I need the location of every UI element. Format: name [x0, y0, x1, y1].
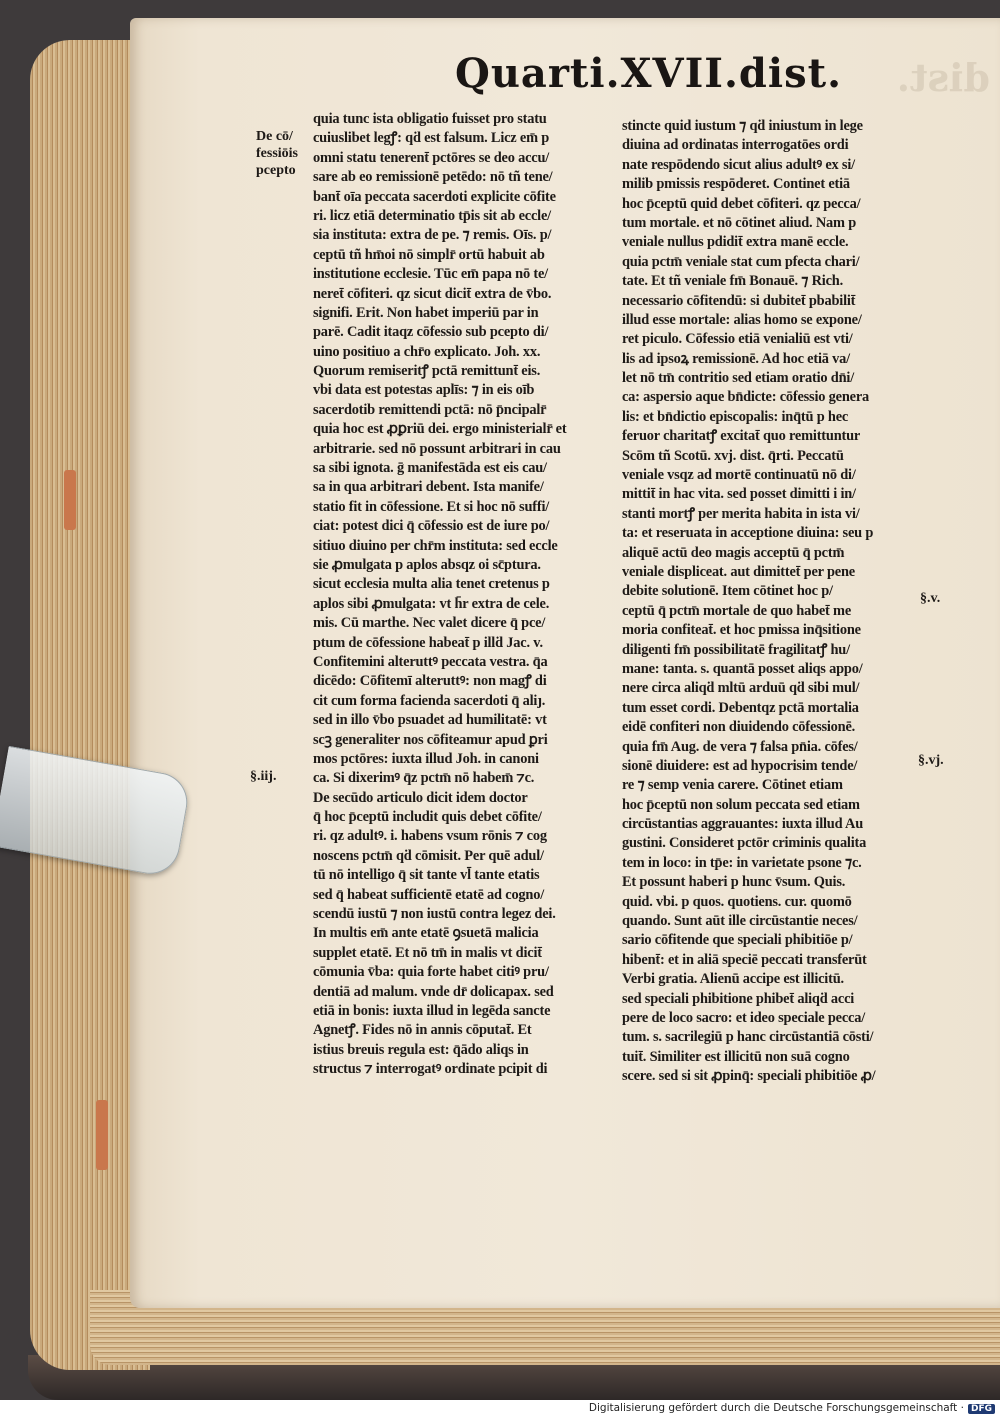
text-line: sare ab eo remissionē petēdo: nō tñ tene/	[313, 169, 553, 186]
text-line: stincte quid iustum ⁊ qḋ iniustum in lege	[622, 118, 863, 134]
text-line: q̄ hoc p̄ceptū includit quis debet cōfite/	[313, 809, 542, 826]
text-line: Quorum remiseritꝭ pctā remittunt̄ eis.	[313, 363, 541, 380]
text-line: sitiuo diuino per chr̄m instituta: sed eccle	[313, 537, 558, 554]
text-line: lis: et bn̄dictio episcopalis: inq̄tū p hec	[622, 408, 849, 425]
text-line: ri. qz adultꝰ. i. habens vsum rōnis ⁊ cog	[313, 828, 547, 845]
text-line: aliquē actū deo magis acceptū q̄ pctm̄	[622, 544, 845, 561]
running-header: Quarti.XVII.dist.	[455, 50, 843, 97]
text-line: Et possunt haberi p hunc v̄sum. Quis.	[622, 874, 846, 891]
text-line: istius breuis regula est: q̄ādo aliqs in	[313, 1041, 529, 1058]
text-line: sa in qua arbitrari debent. Ista manife/	[313, 479, 544, 496]
text-line: hoc p̄ceptū non solum peccata sed etiam	[622, 796, 860, 813]
text-line: mane: tanta. s. quantā posset aliqs appo/	[622, 660, 863, 677]
text-line: quia fm̄ Aug. de vera ⁊ falsa pn̄ia. cōfes/	[622, 738, 858, 755]
text-line: etiā in bonis: iuxta illud in legēda sancte	[313, 1002, 551, 1019]
bleed-through-text: dist.	[896, 55, 990, 100]
text-line: sicut ecclesia multa alia tenet cretenus p	[313, 576, 550, 593]
text-line: scere. sed si sit ꝓpinq̄: speciali phibitiōe ꝓ/	[622, 1068, 876, 1085]
text-column-left	[313, 110, 611, 1080]
text-line: ceptū q̄ pctm̄ mortale de quo habet̄ me	[622, 602, 852, 619]
text-line: parē. Cadit itaqz cōfessio sub pcepto di/	[313, 324, 549, 341]
text-line: dentiā ad malum. vnde dr̄ dolicapax. sed	[313, 983, 554, 1000]
text-line: mos pctōres: iuxta illud Joh. in canoni	[313, 750, 539, 767]
text-line: scꝫ generaliter nos cōfiteamur apud ꝑri	[313, 731, 548, 748]
text-line: tū nō intelligo q̄ sit tante vl̄ tante etatis	[313, 867, 540, 884]
text-line: sed speciali phibitione phibet̄ aliqḋ acci	[622, 990, 855, 1007]
text-line: signifi. Erit. Non habet imperiū par in	[313, 304, 539, 321]
text-line: hoc p̄ceptū quid debet cōfiteri. qz pecca/	[622, 195, 861, 212]
text-line: quia hoc est ꝓꝑriū dei. ergo ministerialr̄ et	[313, 421, 567, 438]
text-line: tuit̄. Similiter est illicitū non suā cogno	[622, 1048, 850, 1065]
text-line: tum. s. sacrilegiū p hanc circūstantiā cōsti/	[622, 1029, 874, 1046]
side-note-line: De cō/	[256, 129, 293, 144]
text-line: vbi data est potestas aplīs: ⁊ in eis oīb	[313, 382, 535, 399]
text-line: veniale nullus pdidit̄ extra manē eccle.	[622, 234, 849, 251]
text-line: ciat: potest dici q̄ cōfessio est de iure po/	[313, 518, 550, 535]
text-line: dicēdo: Cōfitemī alteruttꝰ: non magꝭ di	[313, 673, 547, 690]
text-line: supplet etatē. Et nō tm̄ in malis vt dicit̄	[313, 944, 542, 961]
text-line: omni statu tenerent̄ pctōres se deo accu/	[313, 149, 550, 166]
text-line: tum mortale. et nō cōtinet aliud. Nam p	[622, 214, 857, 231]
text-line: bant̄ oīa peccata sacerdoti explicite cōfite	[313, 188, 556, 205]
text-line: milib pmissis respōderet. Continet etiā	[622, 176, 850, 193]
text-line: In multis em̄ ante etatē ꝯsuetā malicia	[313, 925, 539, 942]
text-line: Agnetꝭ. Fides nō in annis cōputat̄. Et	[313, 1022, 532, 1039]
text-line: quia tunc ista obligatio fuisset pro statu	[313, 111, 547, 127]
text-line: structus ⁊ interrogatꝰ ordinate pcipit di	[313, 1061, 548, 1078]
text-line: ri. licz etiā determinatio tp̄is sit ab eccle/	[313, 207, 551, 224]
text-line: sie ꝓmulgata p aplos absqz oi sc̄ptura.	[313, 556, 541, 573]
text-line: sia instituta: extra de pe. ⁊ remis. Oīs. p/	[313, 227, 552, 244]
text-line: Verbi gratia. Alienū accipe est illicitū.	[622, 971, 844, 988]
text-line: ret piculo. Cōfessio etiā venialiū est vti/	[622, 331, 853, 348]
text-line: cit cum forma facienda sacerdoti q̄ aliȷ.	[313, 692, 546, 709]
text-line: mittit̄ in hac vita. sed posset dimitti i in/	[622, 486, 856, 503]
text-line: cōmunia v̄ba: quia forte habet citiꝰ pru/	[313, 964, 549, 981]
text-line: institutione ecclesie. Tūc em̄ papa nō te/	[313, 266, 548, 283]
text-line: ta: et reseruata in acceptione diuina: seu p	[622, 525, 874, 542]
side-note-de-confessionis	[256, 128, 310, 179]
text-line: ptum de cōfessione habeat̄ p illḋ Jac. v.	[313, 634, 543, 651]
dfg-logo: DFG	[968, 1404, 995, 1414]
text-line: sario cōfitende que speciali phibitiōe p/	[622, 932, 853, 949]
text-line: ca. Si dixerimꝰ q̄z pctm̄ nō habem̄ ⁊c.	[313, 770, 535, 787]
text-line: sacerdotib remittendi pctā: nō p̄ncipalr̄	[313, 401, 547, 418]
text-line: feruor charitatꝭ excitat̄ quo remittuntur	[622, 428, 861, 445]
text-line: scendū iustū ⁊ non iustū contra legez dei.	[313, 906, 556, 923]
text-line: tum esset cordi. Debentqz pctā mortalia	[622, 699, 859, 716]
text-line: uino positiuo a chr̄o explicato. Joh. xx.	[313, 343, 541, 360]
text-line: quid. vbi. p quos. quotiens. cur. quomō	[622, 893, 852, 910]
text-line: stanti mortꝭ per merita habita in ista vi/	[622, 505, 860, 522]
side-note-section-iii: §.iij.	[250, 769, 277, 784]
text-line: debite solutionē. Item cōtinet hoc p/	[622, 583, 833, 600]
text-line: quando. Sunt aūt ille circūstantie neces/	[622, 913, 858, 930]
text-line: moria confiteat̄. et hoc pmissa inq̄sitione	[622, 622, 861, 639]
text-line: arbitrarie. sed nō possunt arbitrari in cau	[313, 440, 561, 457]
text-column-right	[622, 117, 922, 1087]
side-note-line: pcepto	[256, 163, 296, 178]
side-note-section-vi: §.vj.	[918, 753, 944, 768]
page-tab-marker	[64, 470, 76, 530]
text-line: cuiuslibet legꝭ: qḋ est falsum. Licz em̄ p	[313, 130, 550, 147]
text-line: ceptū tñ hm̄oi nō simplr̄ ortū habuit ab	[313, 246, 545, 263]
text-line: hibent̄: et in aliā speciē peccati transferūt	[622, 951, 867, 968]
text-line: illud esse mortale: alias homo se expone/	[622, 311, 862, 328]
text-line: statio fit in cōfessione. Et si hoc nō suffi/	[313, 498, 550, 515]
text-line: Scōm tñ Scotū. xvj. dist. q̄rti. Peccatū	[622, 447, 844, 464]
text-line: eidē confiteri non diuidendo cōfessionē.	[622, 719, 856, 736]
text-line: sionē diuidere: est ad hypocrisim tende/	[622, 757, 858, 774]
text-line: sed q̄ habeat sufficientē etatē ad cogno/	[313, 886, 545, 903]
text-line: noscens pctm̄ qḋ cōmisit. Per quē adul/	[313, 847, 544, 864]
side-note-section-v: §.v.	[920, 591, 941, 606]
text-line: veniale vsqz ad mortē continuatū nō di/	[622, 467, 856, 484]
text-line: veniale displiceat. aut dimittet̄ per pene	[622, 563, 855, 580]
text-line: tate. Et tñ veniale fm̄ Bonauē. ⁊ Rich.	[622, 273, 843, 290]
text-line: diuina ad ordinatas interrogatōes ordi	[622, 137, 849, 154]
text-line: nate respōdendo sicut alius adultꝰ ex si/	[622, 156, 855, 173]
text-line: neret̄ cōfiteri. qz sicut dicit̄ extra de v̄bo.	[313, 285, 552, 302]
text-line: circūstantias aggrauantes: iuxta illud Au	[622, 816, 864, 833]
text-line: let nō tm̄ contritio sed etiam oratio dn̄i/	[622, 370, 855, 387]
text-line: sa sibi ignota. ḡ manifestāda est eis cau/	[313, 460, 547, 477]
text-line: mis. Cū marthe. Nec valet dicere q̄ pce/	[313, 615, 546, 632]
page-tab-marker	[96, 1100, 108, 1170]
text-line: pere de loco sacro: et ideo speciale pecca/	[622, 1009, 866, 1026]
text-line: quia pctm̄ veniale stat cum pfecta chari/	[622, 253, 860, 270]
text-line: Confitemini alteruttꝰ peccata vestra. q̄a	[313, 653, 548, 670]
text-line: aplos sibi ꝓmulgata: vt h̄r extra de cele.	[313, 595, 550, 612]
text-line: sed in illo v̄bo psuadet ad humilitatē: vt	[313, 712, 547, 729]
text-line: diligenti fm̄ possibilitatē fragilitatꝭ hu/	[622, 641, 850, 658]
text-line: re ⁊ semp venia carere. Cōtinet etiam	[622, 777, 843, 794]
side-note-line: fessiōis	[256, 146, 298, 161]
credit-text: Digitalisierung gefördert durch die Deutsche Forschungsgemeinschaft ·	[588, 1402, 964, 1414]
digitization-credit	[560, 1402, 995, 1418]
text-line: ca: aspersio aque bn̄dicte: cōfessio genera	[622, 389, 869, 406]
text-line: De secūdo articulo dicit idem doctor	[313, 789, 528, 806]
text-line: necessario cōfitendū: si dubitet̄ pbabilit̄	[622, 292, 856, 309]
text-line: nere circa aliqḋ mltū arduū qḋ sibi mul/	[622, 680, 860, 697]
text-line: tem in loco: in tp̄e: in varietate psone ⁊c.	[622, 854, 862, 871]
text-line: gustini. Consideret pctōr criminis qualita	[622, 835, 867, 852]
text-line: lis ad ipsoꝝ remissionē. Ad hoc etiā va/	[622, 350, 850, 367]
